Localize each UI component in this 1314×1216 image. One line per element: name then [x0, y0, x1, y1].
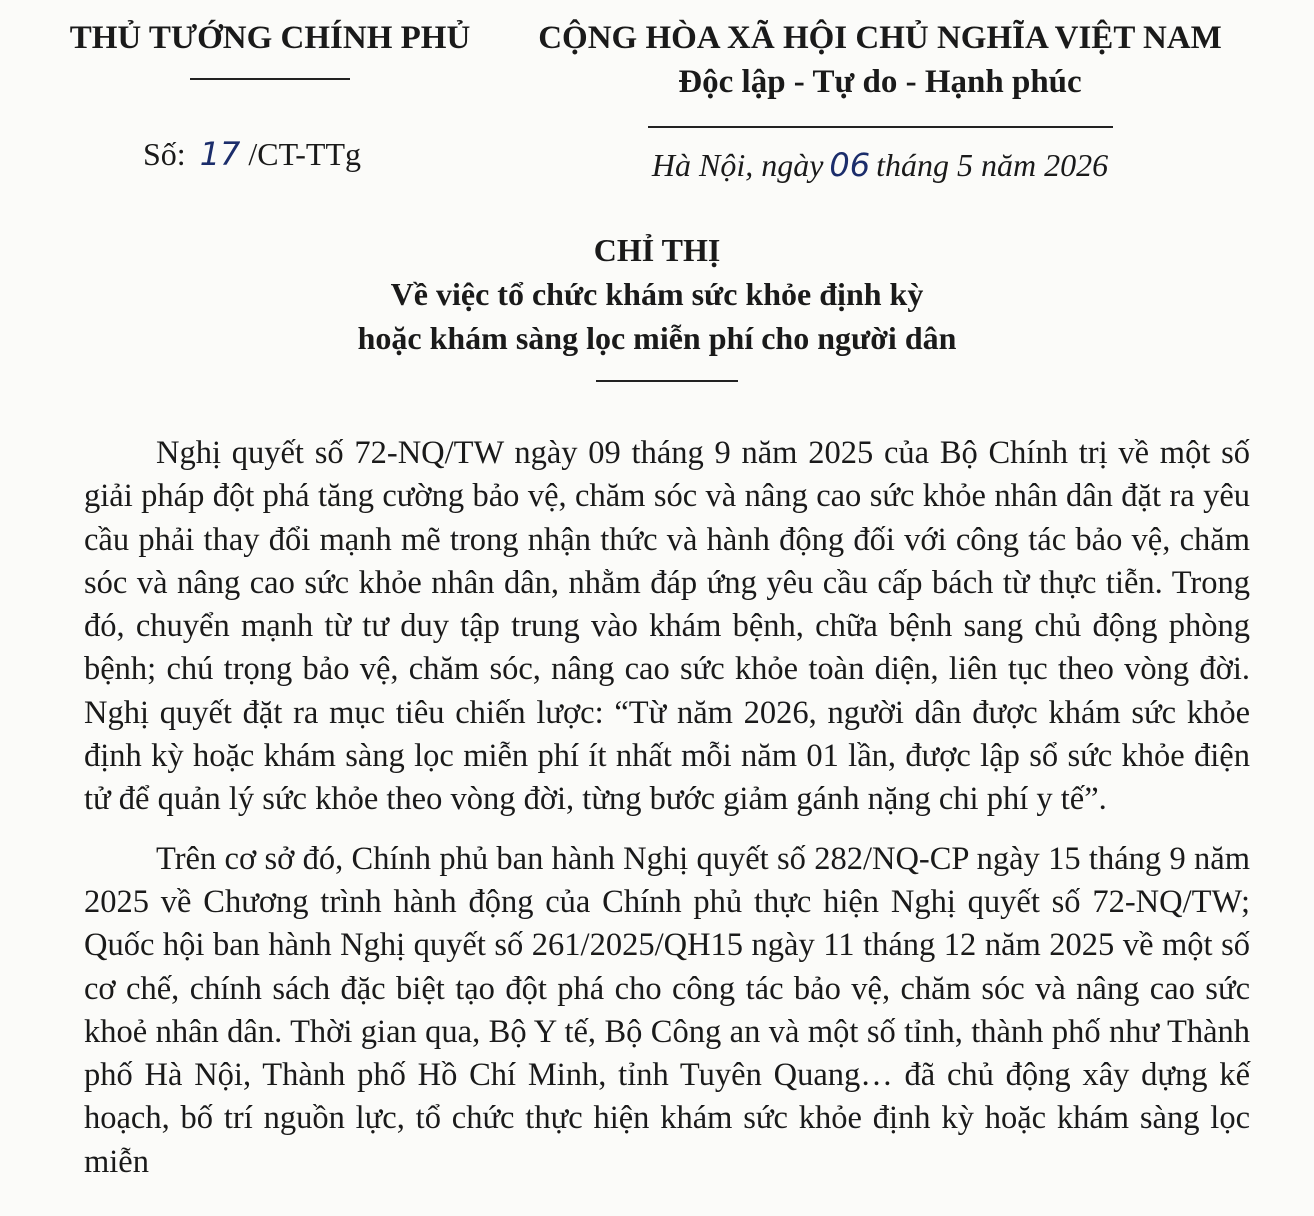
- title-line-1: Về việc tổ chức khám sức khỏe định kỳ: [390, 276, 924, 312]
- dateline-rest: tháng 5 năm 2026: [876, 147, 1109, 183]
- document-title: [0, 228, 1314, 360]
- motto-underline: [648, 126, 1113, 128]
- agency-underline: [190, 78, 350, 80]
- title-underline: [596, 380, 738, 382]
- issuing-agency: THỦ TƯỚNG CHÍNH PHỦ: [69, 20, 471, 56]
- national-motto: Độc lập - Tự do - Hạnh phúc: [678, 64, 1082, 100]
- dateline-day-handwritten: 06: [829, 146, 871, 184]
- body-paragraph-2: Trên cơ sở đó, Chính phủ ban hành Nghị quyết số 282/NQ-CP ngày 15 tháng 9 năm 2025 về Chương trình hành động của Chính phủ thực hiện Nghị quyết số 72-NQ/TW; Quốc hội ban hành Nghị quyết số 261/2025/QH15 ngày 11 tháng 12 năm 2025 về một số cơ chế, chính sách đặc biệt tạo đột phá cho công tác bảo vệ, chăm sóc và nâng cao sức khoẻ nhân dân. Thời gian qua, Bộ Y tế, Bộ Công an và một số tỉnh, thành phố như Thành phố Hà Nội, Thành phố Hồ Chí Minh, tỉnh Tuyên Quang… đã chủ động xây dựng kế hoạch, bố trí nguồn lực, tổ chức thực hiện khám sức khỏe định kỳ hoặc khám sàng lọc miễn: [84, 840, 1250, 1180]
- body-paragraph-1: Nghị quyết số 72-NQ/TW ngày 09 tháng 9 năm 2025 của Bộ Chính trị về một số giải pháp đột phá tăng cường bảo vệ, chăm sóc và nâng cao sức khỏe nhân dân đặt ra yêu cầu phải thay đổi mạnh mẽ trong nhận thức và hành động đối với công tác bảo vệ, chăm sóc và nâng cao sức khỏe nhân dân, nhằm đáp ứng yêu cầu cấp bách từ thực tiễn. Trong đó, chuyển mạnh từ tư duy tập trung vào khám bệnh, chữa bệnh sang chủ động phòng bệnh; chú trọng bảo vệ, chăm sóc, nâng cao sức khỏe toàn diện, liên tục theo vòng đời. Nghị quyết đặt ra mục tiêu chiến lược: “Từ năm 2026, người dân được khám sức khỏe định kỳ hoặc khám sàng lọc miễn phí ít nhất mỗi năm 01 lần, được lập sổ sức khỏe điện tử để quản lý sức khỏe theo vòng đời, từng bước giảm gánh nặng chi phí y tế”.: [84, 435, 1250, 818]
- document-number-suffix: /CT-TTg: [248, 136, 361, 172]
- document-number: [143, 135, 361, 173]
- national-heading: [510, 18, 1250, 102]
- dateline-place: Hà Nội, ngày: [651, 147, 824, 183]
- document-type: CHỈ THỊ: [593, 232, 721, 268]
- dateline: [560, 146, 1200, 184]
- nation-name: CỘNG HÒA XÃ HỘI CHỦ NGHĨA VIỆT NAM: [538, 20, 1222, 56]
- document-number-handwritten: 17: [199, 135, 241, 173]
- document-body: [84, 432, 1250, 1200]
- title-line-2: hoặc khám sàng lọc miễn phí cho người dân: [357, 320, 957, 356]
- document-number-prefix: Số:: [143, 136, 186, 172]
